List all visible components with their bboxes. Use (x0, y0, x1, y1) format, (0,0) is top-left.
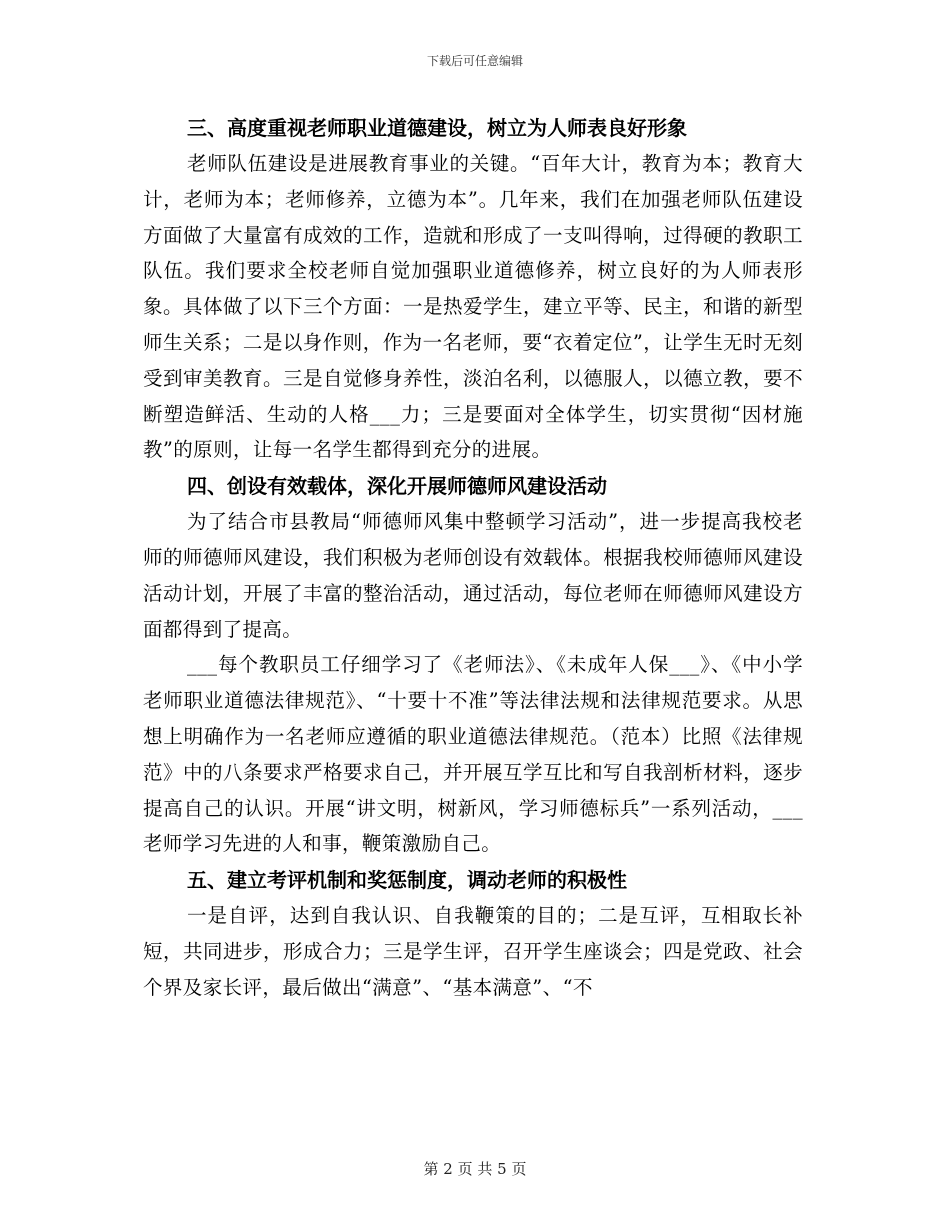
section-heading: 五、建立考评机制和奖惩制度，调动老师的积极性 (187, 868, 627, 893)
section-three (143, 110, 803, 468)
section-four (143, 468, 803, 862)
section-heading: 四、创设有效载体，深化开展师德师风建设活动 (187, 474, 607, 499)
section-five (143, 862, 803, 1005)
paragraph: ___每个教职员工仔细学习了《老师法》、《未成年人保___》、《中小学老师职业道德法律规范》、“十要十不准”等法律法规和法律规范要求。从思想上明确作为一名老师应遵循的职业道德法律规范。（范本）比照《法律规范》中的八条要求严格要求自己，并开展互学互比和写自我剖析材料，逐步提高自己的认识。开展“讲文明，树新风，学习师德标兵”一系列活动，___老师学习先进的人和事，鞭策激励自己。 (143, 653, 803, 856)
page-header-note: 下载后可任意编辑 (426, 54, 523, 68)
section-heading: 三、高度重视老师职业道德建设，树立为人师表良好形象 (187, 116, 687, 140)
paragraph: 为了结合市县教局“师德师风集中整顿学习活动”，进一步提高我校老师的师德师风建设，我们积极为老师创设有效载体。根据我校师德师风建设活动计划，开展了丰富的整治活动，通过活动，每位老师在师德师风建设方面都得到了提高。 (143, 510, 803, 641)
document-body (143, 110, 803, 1006)
paragraph: 老师队伍建设是进展教育事业的关键。“百年大计，教育为本；教育大计，老师为本；老师修养，立德为本”。几年来，我们在加强老师队伍建设方面做了大量富有成效的工作，造就和形成了一支叫得响，过得硬的教职工队伍。我们要求全校老师自觉加强职业道德修养，树立良好的为人师表形象。具体做了以下三个方面：一是热爱学生，建立平等、民主，和谐的新型师生关系；二是以身作则，作为一名老师，要“衣着定位”，让学生无时无刻受到审美教育。三是自觉修身养性，淡泊名利，以德服人，以德立教，要不断塑造鲜活、生动的人格___力；三是要面对全体学生，切实贯彻“因材施教”的原则，让每一名学生都得到充分的进展。 (143, 152, 803, 462)
paragraph: 一是自评，达到自我认识、自我鞭策的目的；二是互评，互相取长补短，共同进步，形成合力；三是学生评，召开学生座谈会；四是党政、社会个界及家长评，最后做出“满意”、“基本满意”、“不 (143, 904, 803, 999)
page-number: 第 2 页 共 5 页 (423, 1160, 527, 1178)
